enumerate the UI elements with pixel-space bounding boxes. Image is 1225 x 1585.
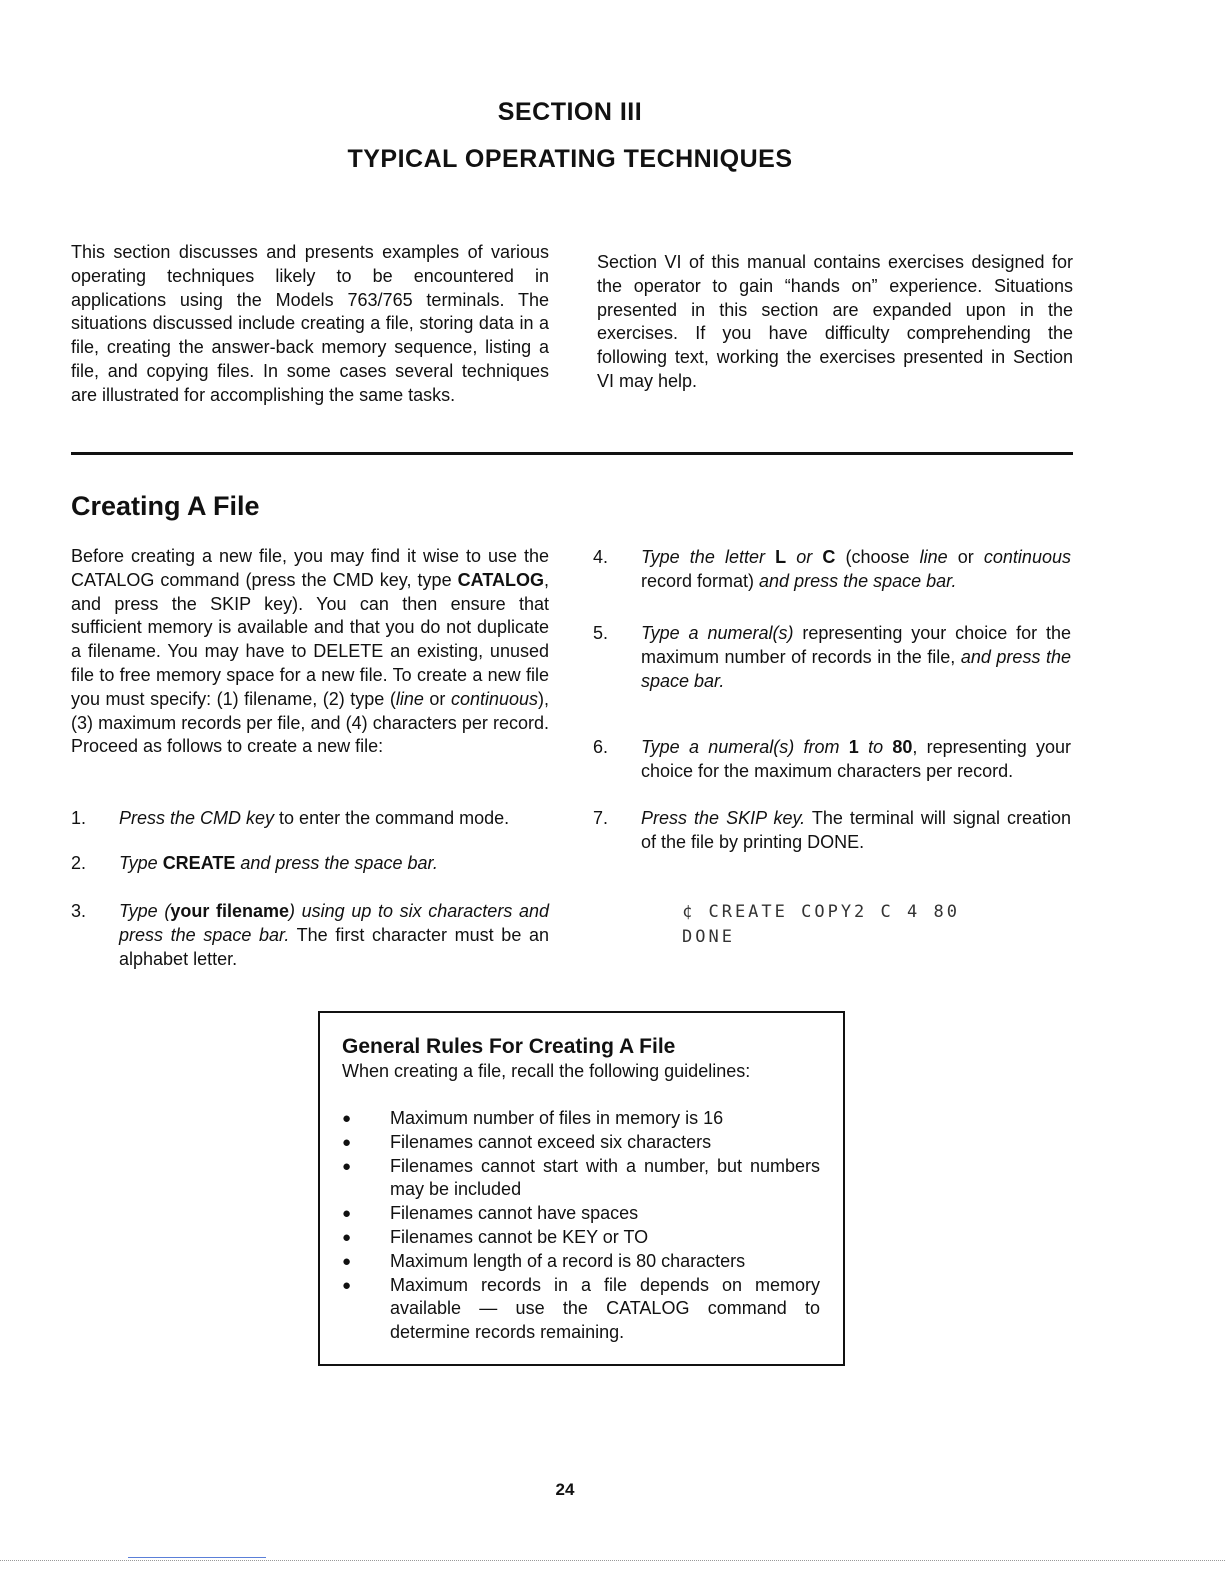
list-item: ● Filenames cannot have spaces <box>342 1202 820 1226</box>
list-item: ● Filenames cannot be KEY or TO <box>342 1226 820 1250</box>
list-item: ● Maximum length of a record is 80 characters <box>342 1250 820 1274</box>
step-number: 3. <box>71 901 87 921</box>
step-text: Press the CMD key to enter the command mode. <box>119 808 510 828</box>
rules-title: General Rules For Creating A File <box>342 1035 676 1058</box>
list-item: ● Maximum number of files in memory is 16 <box>342 1107 820 1131</box>
section-title: TYPICAL OPERATING TECHNIQUES <box>347 145 793 173</box>
step-number: 5. <box>593 623 609 643</box>
step-text: Type (your filename) using up to six characters and press the space bar. The first character must be an alphabet letter. <box>119 901 549 969</box>
intro-paragraph-right: Section VI of this manual contains exercises designed for the operator to gain “hands on” experience. Situations presented in this section are expanded upon in the exercises. If you have difficulty comprehending the following text, working the exercises presented in Section VI may help. <box>597 252 1073 391</box>
step-text: Type CREATE and press the space bar. <box>119 853 438 873</box>
terminal-printout <box>682 900 960 950</box>
step-number: 2. <box>71 853 87 873</box>
intro-paragraph-left: This section discusses and presents examples of various operating techniques likely to be encountered in applications using the Models 763/765 terminals. The situations discussed include creating a file, storing data in a file, creating the answer-back memory sequence, listing a file, and copying files. In some cases several techniques are illustrated for accomplishing the same tasks. <box>71 242 549 405</box>
rules-list <box>342 1107 820 1345</box>
creating-file-intro: Before creating a new file, you may find it wise to use the CATALOG command (press the CMD key, type CATALOG, and press the SKIP key). You can then ensure that sufficient memory is available and that you do not duplicate a filename. You may have to DELETE an existing, unused file to free memory space for a new file. To create a new file you must specify: (1) filename, (2) type (line or continuous), (3) maximum records per file, and (4) characters per record. Proceed as follows to create a new file: <box>71 546 550 757</box>
list-item: ● Filenames cannot start with a number, but numbers may be included <box>342 1155 820 1200</box>
step-text: Type a numeral(s) representing your choice for the maximum number of records in the file, and press the space bar. <box>641 623 1071 691</box>
scan-edge-line <box>128 1557 266 1558</box>
rules-intro: When creating a file, recall the following guidelines: <box>342 1061 751 1081</box>
step-text: Press the SKIP key. The terminal will signal creation of the file by printing DONE. <box>641 808 1072 852</box>
list-item: ● Maximum records in a file depends on memory available — use the CATALOG command to determine records remaining. <box>342 1274 820 1343</box>
section-number: SECTION III <box>497 98 643 126</box>
bullet-icon: ● <box>342 1252 352 1270</box>
step-number: 1. <box>71 808 87 828</box>
step-number: 6. <box>593 737 609 757</box>
step-number: 4. <box>593 547 609 567</box>
terminal-line: ¢ CREATE COPY2 C 4 80 <box>682 902 960 922</box>
creating-file-heading: Creating A File <box>71 491 260 521</box>
step-text: Type a numeral(s) from 1 to 80, representing your choice for the maximum characters per record. <box>641 737 1071 781</box>
section-divider <box>71 452 1073 455</box>
bullet-icon: ● <box>342 1228 352 1246</box>
terminal-line: DONE <box>682 927 735 947</box>
step-number: 7. <box>593 808 609 828</box>
scan-edge-dots <box>0 1560 1225 1562</box>
bullet-icon: ● <box>342 1205 352 1223</box>
bullet-icon: ● <box>342 1133 352 1151</box>
page-number: 24 <box>555 1480 575 1499</box>
general-rules-box <box>318 1011 845 1366</box>
bullet-icon: ● <box>342 1110 352 1127</box>
bullet-icon: ● <box>342 1276 352 1294</box>
step-text: Type the letter L or C (choose line or continuous record format) and press the space bar. <box>641 547 1071 591</box>
bullet-icon: ● <box>342 1157 352 1175</box>
list-item: ● Filenames cannot exceed six characters <box>342 1131 820 1155</box>
